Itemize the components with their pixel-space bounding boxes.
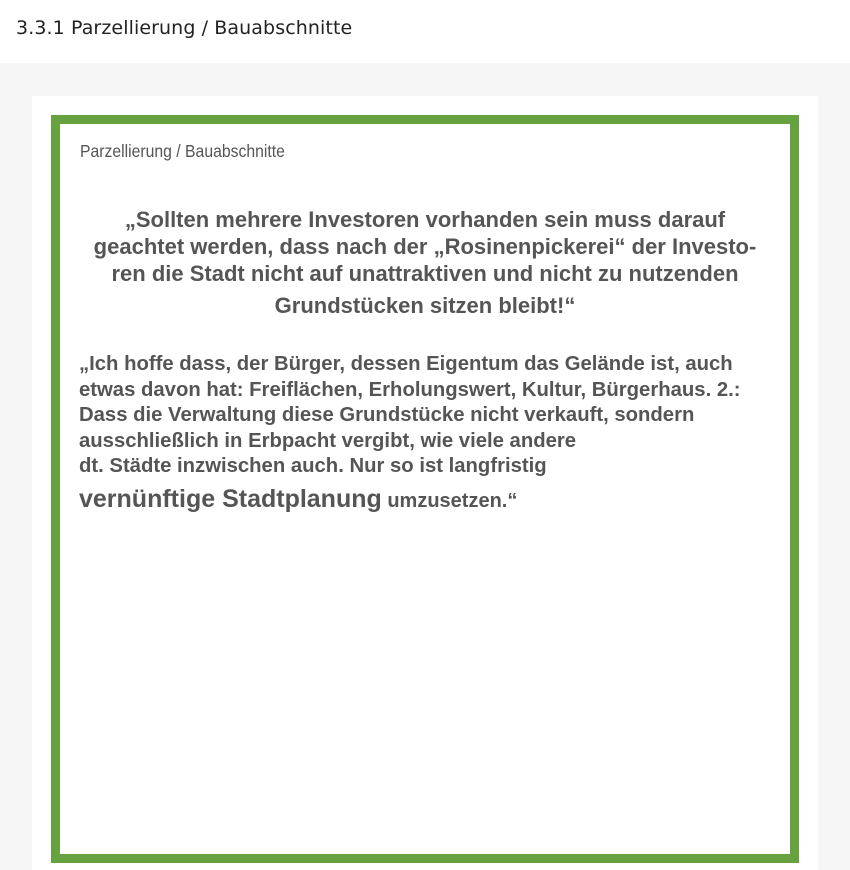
document-subtitle: Parzellierung / Bauabschnitte (80, 141, 285, 161)
quote-two-line: etwas davon hat: Freiflächen, Erholungswert, Kultur, Bürgerhaus. 2.: (79, 378, 741, 401)
quote-two-final-line (79, 484, 779, 514)
quote-two-line: Dass die Verwaltung diese Grundstücke nicht verkauft, sondern (79, 404, 695, 426)
quote-block-two (79, 352, 779, 514)
emphasis-phrase: vernünftige Stadtplanung (79, 484, 382, 513)
quote-two-line: ausschließlich in Erbpacht vergibt, wie viele andere (79, 429, 577, 452)
closing-phrase: umzusetzen.“ (381, 489, 518, 512)
quote-one-line: „Sollten mehrere Investoren vorhanden sein muss darauf (124, 207, 726, 232)
quote-block-one (74, 206, 776, 319)
quote-two-line: dt. Städte inzwischen auch. Nur so ist langfristig (79, 455, 547, 477)
quote-two-line: „Ich hoffe dass, der Bürger, dessen Eigentum das Gelände ist, auch (79, 353, 733, 375)
document-frame (51, 115, 799, 863)
quote-one-line: geachtet werden, dass nach der „Rosinenpickerei“ der Investo- (93, 234, 757, 259)
quote-one-line: ren die Stadt nicht auf unattraktiven und nicht zu nutzenden (111, 261, 739, 286)
page-title: 3.3.1 Parzellierung / Bauabschnitte (16, 17, 353, 39)
quote-one-line: Grundstücken sitzen bleibt!“ (274, 293, 576, 318)
